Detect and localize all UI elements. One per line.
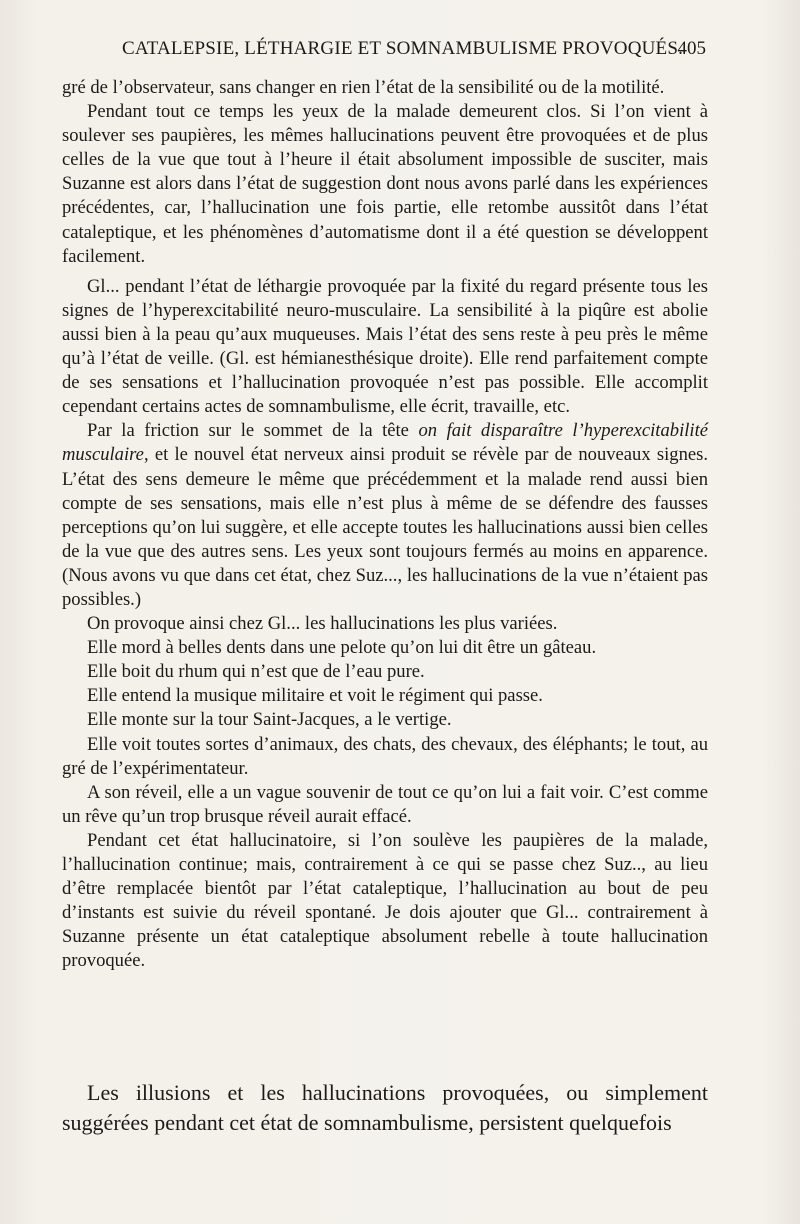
body-text (62, 76, 708, 973)
paragraph-rum: Elle boit du rhum qui n’est que de l’eau pure. (87, 661, 425, 683)
paragraph-tower: Elle monte sur la tour Saint-Jacques, a le vertige. (87, 709, 452, 731)
large-type-section (62, 1078, 708, 1138)
friction-text-start: Par la friction sur le sommet de la tête (87, 420, 419, 442)
paragraph-continuation: gré de l’observateur, sans changer en rien l’état de la sensibilité ou de la motilité. (62, 77, 665, 98)
paragraph-eyelids: Pendant cet état hallucinatoire, si l’on soulève les paupières de la malade, l’hallucination continue; mais, contrairement à ce qui se passe chez Suz.., au lieu d’être remplacée bientôt par l’état cataleptique, l’hallucination au bout de peu d’instants est suivie du réveil spontané. Je dois ajouter que Gl... contrairement à Suzanne présente un état cataleptique absolument rebelle à toute hallucination provoquée. (62, 829, 708, 972)
paragraph-cake: Elle mord à belles dents dans une pelote qu’on lui dit être un gâteau. (87, 637, 597, 659)
paragraph-hallucinations-intro: On provoque ainsi chez Gl... les hallucinations les plus variées. (87, 613, 558, 635)
paragraph-persistence: Les illusions et les hallucinations provoquées, ou simplement suggérées pendant cet état de somnambulisme, persistent quelquefois (62, 1080, 708, 1135)
page-header (122, 38, 706, 68)
paragraph-suzanne-eyes: Pendant tout ce temps les yeux de la malade demeurent clos. Si l’on vient à soulever ses paupières, les mêmes hallucinations peuvent être provoquées et de plus celles de la vue que tout à l’heure il était absolument impossible de susciter, mais Suzanne est alors dans l’état de suggestion dont nous avons parlé dans les expériences précédentes, car, l’hallucination une fois partie, elle retombe aussitôt dans l’état cataleptique, et les phénomènes d’automatisme dont il a été question se développent facilement. (62, 101, 708, 267)
paragraph-gl-lethargy: Gl... pendant l’état de léthargie provoquée par la fixité du regard présente tous les signes de l’hyperexcitabilité neuro-musculaire. La sensibilité à la piqûre est abolie aussi bien à la peau qu’aux muqueuses. Mais l’état des sens reste à peu près le même qu’à l’état de veille. (Gl. est hémianesthésique droite). Elle rend parfaitement compte de ses sensations et l’hallucination provoquée n’est pas possible. Elle accomplit cependant certains actes de somnambulisme, elle écrit, travaille, etc. (62, 275, 708, 418)
page-number: 405 (677, 38, 706, 59)
friction-italic-phrase: on fait disparaître l’hyperexcitabilité musculaire (62, 420, 708, 466)
friction-text-end: , et le nouvel état nerveux ainsi produit se révèle par de nouveaux signes. L’état des sens demeure le même que précédemment et la malade rend aussi bien compte de ses sensations, mais elle n’est plus à même de se défendre des fausses perceptions qu’on lui suggère, et elle accepte toutes les hallucinations aussi bien celles de la vue que des autres sens. Les yeux sont toujours fermés au moins en apparence. (Nous avons vu que dans cet état, chez Suz..., les hallucinations de la vue n’étaient pas possibles.) (62, 444, 708, 610)
paragraph-animals: Elle voit toutes sortes d’animaux, des chats, des chevaux, des éléphants; le tout, au gré de l’expérimentateur. (62, 733, 708, 779)
paragraph-awakening: A son réveil, elle a un vague souvenir de tout ce qu’on lui a fait voir. C’est comme un rêve qu’un trop brusque réveil aurait effacé. (62, 781, 708, 827)
paragraph-regiment: Elle entend la musique militaire et voit le régiment qui passe. (87, 685, 543, 707)
running-head: CATALEPSIE, LÉTHARGIE ET SOMNAMBULISME PROVOQUÉS. (122, 38, 684, 59)
paragraph-friction (62, 419, 708, 612)
